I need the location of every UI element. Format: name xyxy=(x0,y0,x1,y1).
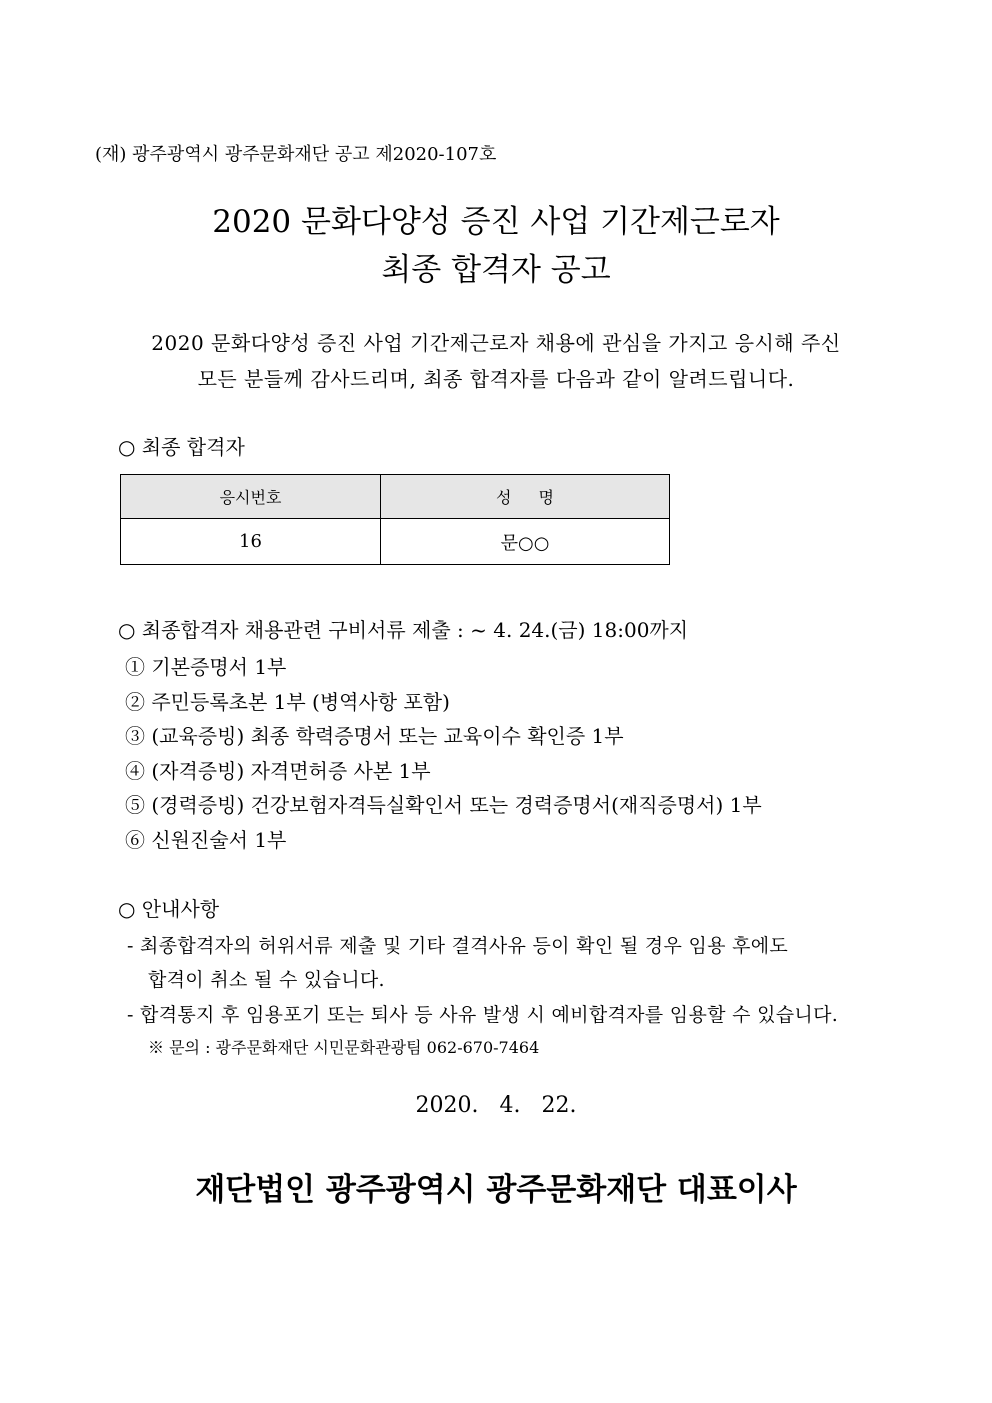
guide-note-1-line1: - 최종합격자의 허위서류 제출 및 기타 결격사유 등이 확인 될 경우 임용 후에도 xyxy=(127,935,789,957)
document-item: ⑤ (경력증빙) 건강보험자격득실확인서 또는 경력증명서(재직증명서) 1부 xyxy=(125,793,762,817)
notice-number: (재) 광주광역시 광주문화재단 공고 제2020-107호 xyxy=(95,144,497,165)
header-name: 성 명 xyxy=(381,475,670,519)
document-item: ⑥ 신원진술서 1부 xyxy=(125,828,287,852)
header-exam-number: 응시번호 xyxy=(121,475,381,519)
table-row xyxy=(121,519,670,565)
page-title-line1: 2020 문화다양성 증진 사업 기간제근로자 xyxy=(212,204,780,240)
documents-heading: ○ 최종합격자 채용관련 구비서류 제출 : ~ 4. 24.(금) 18:00까지 xyxy=(118,618,689,642)
guide-heading: ○ 안내사항 xyxy=(118,897,220,921)
page-title-line2: 최종 합격자 공고 xyxy=(381,252,611,288)
guide-note-2: - 합격통지 후 임용포기 또는 퇴사 등 사유 발생 시 예비합격자를 임용할 수 있습니다. xyxy=(127,1004,839,1026)
final-passers-heading: ○ 최종 합격자 xyxy=(118,435,245,459)
cell-name: 문○○ xyxy=(381,519,670,565)
document-item: ④ (자격증빙) 자격면허증 사본 1부 xyxy=(125,759,431,783)
intro-line1: 2020 문화다양성 증진 사업 기간제근로자 채용에 관심을 가지고 응시해 주신 xyxy=(151,331,841,355)
document-item: ① 기본증명서 1부 xyxy=(125,655,287,679)
intro-line2: 모든 분들께 감사드리며, 최종 합격자를 다음과 같이 알려드립니다. xyxy=(197,367,795,391)
guide-note-1-line2: 합격이 취소 될 수 있습니다. xyxy=(148,969,385,991)
cell-exam-number: 16 xyxy=(121,519,381,565)
inquiry-contact: ※ 문의 : 광주문화재단 시민문화관광팀 062-670-7464 xyxy=(148,1038,540,1057)
result-table xyxy=(120,474,670,565)
table-header-row xyxy=(121,475,670,519)
document-item: ③ (교육증빙) 최종 학력증명서 또는 교육이수 확인증 1부 xyxy=(125,724,624,748)
issuer-signature: 재단법인 광주광역시 광주문화재단 대표이사 xyxy=(195,1172,797,1208)
document-item: ② 주민등록초본 1부 (병역사항 포함) xyxy=(125,690,450,714)
notice-date: 2020. 4. 22. xyxy=(415,1093,577,1118)
